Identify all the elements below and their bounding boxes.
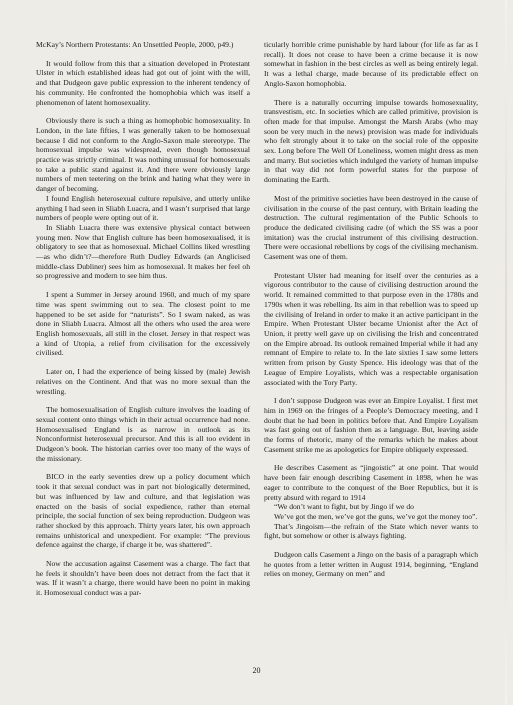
verse-quote-line: We’ve got the men, we’ve got the guns, we’ve got the money too”. — [274, 511, 478, 521]
paragraph: Protestant Ulster had meaning for itself over the centuries as a vigorous contributor to the cause of civilising destruction around the world. It remained committed to that purpose even in the 1780s and 1790s when it was rebelling. Its aim in that rebellion was to speed up the civilising of Ireland in order to make it an active participant in the Empire. When Protestant Ulster became Unionist after the Act of Union, it pretty well gave up on civilising the Irish and concentrated on the Empire abroad. Its outlook remained Imperial while it had any remnant of Empire to relate to. In the late sixties I saw some letters written from prison by Gusty Spence. His ideology was that of the League of Empire Loyalists, which was a respectable organisation associated with the Tory Party. — [264, 270, 478, 387]
paragraph: I don’t suppose Dudgeon was ever an Empire Loyalist. I first met him in 1969 on the fringes of a People’s Democracy meeting, and I doubt that he had been in politics before that. And Empire Loyalism was fast going out of fashion then as a language. But, leaving aside the forms of rhetoric, many of the remarks which he makes about Casement strike me as apologetics for Empire obliquely expressed. — [264, 396, 478, 454]
paragraph: The homosexualisation of English culture involves the loading of sexual content onto things which in their actual occurrence had none. Homosexualised England is as narrow in outlook as its Nonconformist heterosexual precursor. And this is all too evident in Dudgeon’s book. The historian carries over too many of the ways of the missionary. — [36, 405, 250, 463]
paragraph: Now the accusation against Casement was a charge. The fact that he feels it shouldn’t have been does not detract from the fact that it was. If it wasn’t a charge, there would have been no point in making it. Homosexual conduct was a par- — [36, 559, 250, 598]
paragraph: In Sliabh Luacra there was extensive physical contact between young men. Now that English culture has been homosexualised, it is obligatory to see that as homosexual. Michael Collins liked wrestling—as who didn’t?—therefore Ruth Dudley Edwards (an Anglicised middle-class Dubliner) sees him as homosexual. It makes her feel oh so progressive and modern to see him thus. — [36, 222, 250, 281]
paragraph: BICO in the early seventies drew up a policy document which took it that sexual conduct was in part not biologically determined, but was influenced by law and culture, and that legislation was enacted on the basis of social expedience, rather than eternal principle, the social function of sex being reproduction. Dudgeon was rather shocked by this approach. Thirty years later, his own approach remains unhistorical and unexpedient. For example: “The previous defence against the charge, if charge it be, was shattered”. — [36, 472, 250, 550]
page-number: 20 — [252, 666, 261, 675]
citation: McKay’s Northern Protestants: An Unsettled People, 2000, p49.) — [36, 40, 234, 49]
paragraph: Obviously there is such a thing as homophobic homosexuality. In London, in the late fifties, I was generally taken to be homosexual because I did not conform to the Anglo-Saxon male stereotype. The homosexual impulse was widespread, even though homosexual practice was strictly criminal. It was nothing unusual for homosexuals to take a public stand against it. And there were obviously large numbers of men teetering on the brink and hating what they were in danger of becoming. — [36, 116, 250, 194]
left-column — [36, 40, 250, 598]
scan-edge — [505, 0, 507, 705]
paragraph: ticularly horrible crime punishable by hard labour (for life as far as I recall). It does not cease to have been a crime because it is now somewhat in fashion in the best circles as well as being entirely legal. It was a lethal charge, made because of its predictable effect on Anglo-Saxon homophobia. — [264, 40, 478, 88]
paragraph: I spent a Summer in Jersey around 1960, and much of my spare time was spent swimming out to sea. The closest point to me happened to be set aside for “naturists”. So I swam naked, as was done in Sliabh Luacra. Almost all the others who used the area were English homosexuals, all still in the closet. Jersey in that respect was a kind of Utopia, a relief from civilisation for the excessively civilised. — [36, 290, 250, 358]
paragraph: That’s Jingoism—the refrain of the State which never wants to fight, but somehow or other is always fighting. — [264, 521, 478, 541]
paragraph: There is a naturally occurring impulse towards homosexuality, transvestism, etc. In societies which are called primitive, provision is often made for that impulse. Amongst the Marsh Arabs (who may soon be very much in the news) provision was made for individuals who felt strongly about it to take on the social role of the opposite sex. Long before The Well Of Loneliness, women might dress as men and marry. But societies which indulged the variety of human impulse in that way did not form powerful states for the purpose of dominating the Earth. — [264, 97, 478, 185]
paragraph: Later on, I had the experience of being kissed by (male) Jewish relatives on the Continent. And that was no more sexual than the wrestling. — [36, 367, 250, 396]
paragraph: It would follow from this that a situation developed in Protestant Ulster in which established ideas had got out of joint with the will, and that Dudgeon gave public expression to the inherent tendency of his community. He confronted the homophobia which was itself a phenomenon of latent homosexuality. — [36, 58, 250, 107]
paragraph: Most of the primitive societies have been destroyed in the cause of civilisation in the course of the past century, with Britain leading the destruction. The cultural regimentation of the Public Schools to produce the dedicated civilising cadre (of which the SS was a poor imitation) was the crucial instrument of this civilising destruction. There were occasional rebellions by cogs of the civilising mechanism. Casement was one of them. — [264, 193, 478, 262]
verse-quote-line: “We don’t want to fight, but by Jingo if we do — [274, 502, 414, 512]
paragraph: He describes Casement as “jingoistic” at one point. That would have been fair enough describing Casement in 1898, when he was eager to contribute to the conquest of the Boer Republics, but it is pretty absurd with regard to 1914 — [264, 463, 478, 502]
paragraph: I found English heterosexual culture repulsive, and utterly unlike anything I had seen in Sliabh Luacra, and I wasn’t surprised that large numbers of people were opting out of it. — [36, 193, 250, 223]
right-column — [264, 40, 478, 579]
paragraph: Dudgeon calls Casement a Jingo on the basis of a paragraph which he quotes from a letter written in August 1914, beginning, “England relies on money, Germany on men” and — [264, 550, 478, 579]
